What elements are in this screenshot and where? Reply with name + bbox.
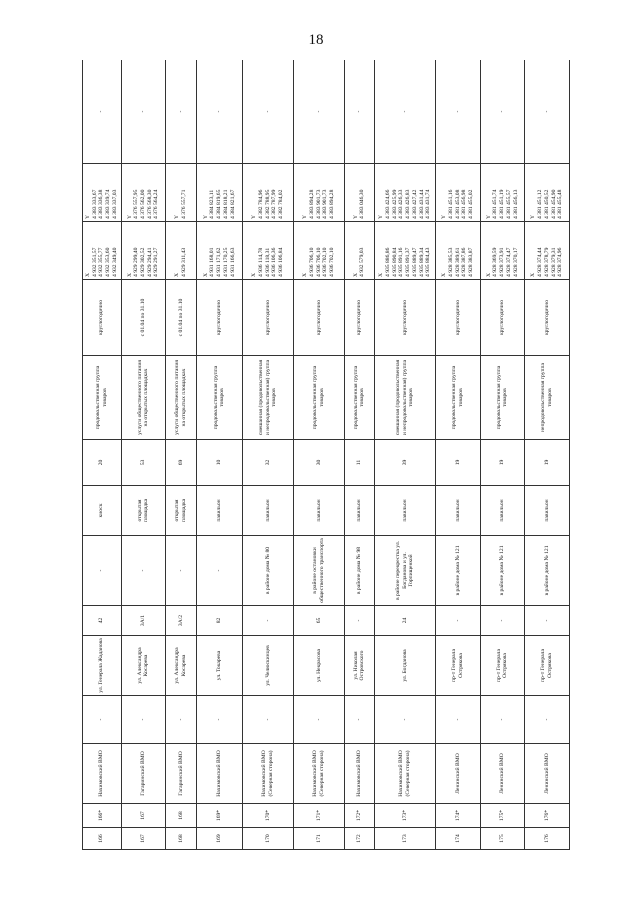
- y-coordinates-cell: [243, 164, 294, 222]
- period-cell: круглогодично: [243, 280, 294, 356]
- x-coordinates-cell: [83, 222, 122, 280]
- y-coordinate: 4 376 568,30: [146, 189, 153, 219]
- y-coordinate: 4 381 453,08: [454, 189, 461, 219]
- object-type-cell: открытая площадка: [166, 486, 196, 536]
- x-coordinate: X: [378, 272, 385, 277]
- landmark-cell: в районе дома № 98: [344, 536, 374, 606]
- y-coordinate: 4 383 894,28: [328, 189, 335, 219]
- object-type-cell: открытая площадка: [121, 486, 166, 536]
- y-coordinates-cell: [344, 164, 374, 222]
- row-index-cell: 175: [480, 828, 525, 850]
- empty-cell: -: [121, 696, 166, 744]
- period-cell: круглогодично: [375, 280, 436, 356]
- rotated-table-container: [82, 60, 570, 850]
- landmark-cell: в районе остановки общественного транспорта: [294, 536, 345, 606]
- y-coordinates-cell: [375, 164, 436, 222]
- x-coordinate: X: [352, 272, 359, 277]
- house-cell: 42: [83, 606, 122, 636]
- table-row: [525, 60, 570, 850]
- last-cell: -: [83, 60, 122, 164]
- x-coordinate: X: [485, 272, 492, 277]
- y-coordinate: 4 381 455,02: [467, 189, 474, 219]
- row-number-cell: 167: [121, 804, 166, 828]
- x-coordinate: 4 936 118,31: [264, 247, 271, 277]
- y-coordinates-cell: [166, 164, 196, 222]
- x-coordinate: 4 932 355,77: [98, 247, 105, 277]
- y-coordinate: Y: [126, 214, 133, 219]
- y-coordinate: Y: [251, 214, 258, 219]
- x-coordinate: 4 936 706,10: [315, 247, 322, 277]
- row-index-cell: 176: [525, 828, 570, 850]
- street-cell: пр-т Генерала Острякова: [525, 636, 570, 696]
- area-cell: 39: [375, 440, 436, 486]
- x-coordinate: X: [85, 272, 92, 277]
- x-coordinate: 4 929 311,43: [180, 247, 187, 277]
- object-type-cell: павильон: [375, 486, 436, 536]
- y-coordinate: 4 382 787,99: [271, 189, 278, 219]
- street-cell: ул. Николая Островского: [344, 636, 374, 696]
- x-coordinate: 4 928 374,47: [505, 247, 512, 277]
- landmark-cell: в районе дома № 121: [480, 536, 525, 606]
- landmark-cell: в районе перекрестка ул. Богданова и ул. Горпищенкой: [375, 536, 436, 606]
- period-cell: с 01.04 по 31.10: [121, 280, 166, 356]
- empty-cell: -: [375, 696, 436, 744]
- x-coordinate: 4 928 389,61: [454, 247, 461, 277]
- landmark-cell: в районе дома № 121: [525, 536, 570, 606]
- y-coordinate: Y: [485, 214, 492, 219]
- empty-cell: -: [196, 696, 243, 744]
- y-coordinate: 4 384 821,67: [229, 189, 236, 219]
- y-coordinate: 4 381 450,52: [543, 189, 550, 219]
- y-coordinate: 4 384 818,21: [222, 189, 229, 219]
- x-coordinate: X: [251, 272, 258, 277]
- y-coordinate: 4 381 451,16: [447, 189, 454, 219]
- period-cell: круглогодично: [525, 280, 570, 356]
- y-coordinate: Y: [378, 214, 385, 219]
- last-cell: -: [243, 60, 294, 164]
- empty-cell: -: [294, 696, 345, 744]
- house-cell: -: [436, 606, 481, 636]
- table-row: [480, 60, 525, 850]
- y-coordinates-cell: [196, 164, 243, 222]
- house-cell: 24: [375, 606, 436, 636]
- x-coordinate: 4 928 374,44: [537, 247, 544, 277]
- area-cell: 19: [480, 440, 525, 486]
- x-coordinate: 4 928 378,79: [543, 247, 550, 277]
- y-coordinate: Y: [302, 214, 309, 219]
- empty-cell: -: [243, 696, 294, 744]
- x-coordinate: 4 928 379,31: [550, 247, 557, 277]
- object-type-cell: павильон: [525, 486, 570, 536]
- street-cell: ул. Богданова: [375, 636, 436, 696]
- x-coordinates-cell: [121, 222, 166, 280]
- x-coordinate: 4 935 886,86: [384, 247, 391, 277]
- last-cell: -: [344, 60, 374, 164]
- object-type-cell: павильон: [480, 486, 525, 536]
- last-cell: -: [166, 60, 196, 164]
- y-coordinate: 4 384 823,11: [209, 189, 216, 219]
- y-coordinate: 4 383 894,28: [308, 189, 315, 219]
- x-coordinate: X: [530, 272, 537, 277]
- object-type-cell: павильон: [436, 486, 481, 536]
- x-coordinate: 4 928 383,87: [467, 247, 474, 277]
- x-coordinates-cell: [480, 222, 525, 280]
- specialization-cell: продовольственная группа товаров: [344, 356, 374, 440]
- district-cell: Нахимовский ВМО (Северная сторона): [294, 744, 345, 804]
- district-cell: Нахимовский ВМО: [344, 744, 374, 804]
- y-coordinates-cell: [436, 164, 481, 222]
- y-coordinate: 4 382 784,96: [258, 189, 265, 219]
- y-coordinate: 4 376 564,24: [153, 189, 160, 219]
- period-cell: круглогодично: [196, 280, 243, 356]
- y-coordinate: Y: [85, 214, 92, 219]
- house-cell: -: [525, 606, 570, 636]
- table-row: [436, 60, 481, 850]
- x-coordinate: 4 928 373,91: [499, 247, 506, 277]
- specialization-cell: продовольственная группа товаров: [196, 356, 243, 440]
- last-cell: -: [436, 60, 481, 164]
- x-coordinate: 4 931 171,62: [216, 247, 223, 277]
- row-number-cell: 173*: [375, 804, 436, 828]
- y-coordinate: 4 383 426,83: [405, 189, 412, 219]
- x-coordinate: 4 931 166,63: [229, 247, 236, 277]
- house-cell: -: [243, 606, 294, 636]
- y-coordinates-cell: [480, 164, 525, 222]
- district-cell: Гагаринский ВМО: [166, 744, 196, 804]
- x-coordinate: 4 935 889,34: [418, 247, 425, 277]
- landmark-cell: -: [196, 536, 243, 606]
- specialization-cell: услуги общественного питания на открытых площадках: [166, 356, 196, 440]
- empty-cell: -: [480, 696, 525, 744]
- period-cell: круглогодично: [294, 280, 345, 356]
- row-number-cell: 174*: [436, 804, 481, 828]
- x-coordinate: 4 931 168,01: [209, 247, 216, 277]
- x-coordinates-cell: [525, 222, 570, 280]
- y-coordinate: 4 383 339,74: [105, 189, 112, 219]
- last-cell: -: [121, 60, 166, 164]
- area-cell: 19: [436, 440, 481, 486]
- page-number: 18: [308, 32, 324, 48]
- empty-cell: -: [83, 696, 122, 744]
- house-cell: 65: [294, 606, 345, 636]
- y-coordinate: 4 381 451,74: [492, 189, 499, 219]
- x-coordinates-cell: [243, 222, 294, 280]
- x-coordinate: 4 932 579,03: [359, 247, 366, 277]
- street-cell: ул. Токарева: [196, 636, 243, 696]
- last-cell: -: [294, 60, 345, 164]
- empty-cell: -: [166, 696, 196, 744]
- table-row: [196, 60, 243, 850]
- row-number-cell: 168: [166, 804, 196, 828]
- object-type-cell: павильон: [294, 486, 345, 536]
- y-coordinate: Y: [202, 214, 209, 219]
- row-index-cell: 166: [83, 828, 122, 850]
- row-index-cell: 169: [196, 828, 243, 850]
- x-coordinate: 4 935 889,47: [411, 247, 418, 277]
- area-cell: 11: [344, 440, 374, 486]
- y-coordinate: 4 383 431,74: [425, 189, 432, 219]
- district-cell: Ленинский ВМО: [480, 744, 525, 804]
- y-coordinate: 4 383 901,73: [322, 189, 329, 219]
- street-cell: ул. Александра Косарева: [121, 636, 166, 696]
- x-coordinate: 4 928 385,53: [447, 247, 454, 277]
- area-cell: 32: [243, 440, 294, 486]
- empty-cell: -: [436, 696, 481, 744]
- table-row: [344, 60, 374, 850]
- specialization-cell: продовольственная группа товаров: [480, 356, 525, 440]
- y-coordinates-cell: [525, 164, 570, 222]
- street-cell: ул. Генерала Жаданова: [83, 636, 122, 696]
- row-number-cell: 176*: [525, 804, 570, 828]
- y-coordinate: 4 382 788,95: [264, 189, 271, 219]
- row-index-cell: 170: [243, 828, 294, 850]
- x-coordinates-cell: [166, 222, 196, 280]
- x-coordinate: X: [126, 272, 133, 277]
- y-coordinate: 4 383 336,38: [98, 189, 105, 219]
- y-coordinate: 4 376 562,00: [140, 189, 147, 219]
- empty-cell: -: [525, 696, 570, 744]
- x-coordinate: 4 936 114,78: [258, 247, 265, 277]
- row-number-cell: 166*: [83, 804, 122, 828]
- y-coordinate: 4 383 424,66: [384, 189, 391, 219]
- landmark-cell: -: [166, 536, 196, 606]
- trade-objects-table: [82, 60, 570, 850]
- y-coordinate: 4 381 455,57: [505, 189, 512, 219]
- row-index-cell: 168: [166, 828, 196, 850]
- object-type-cell: павильон: [243, 486, 294, 536]
- x-coordinates-cell: [436, 222, 481, 280]
- table-body: [83, 60, 570, 850]
- x-coordinate: X: [202, 272, 209, 277]
- rotated-table-wrapper: [82, 60, 570, 850]
- district-cell: Нахимовский ВМО: [196, 744, 243, 804]
- x-coordinate: 4 928 370,17: [512, 247, 519, 277]
- y-coordinate: 4 376 557,71: [180, 189, 187, 219]
- y-coordinate: 4 383 426,33: [398, 189, 405, 219]
- x-coordinate: 4 928 374,96: [557, 247, 564, 277]
- area-cell: 10: [196, 440, 243, 486]
- y-coordinate: 4 384 819,65: [216, 189, 223, 219]
- y-coordinates-cell: [83, 164, 122, 222]
- x-coordinate: 4 935 884,43: [425, 247, 432, 277]
- x-coordinate: 4 936 702,10: [328, 247, 335, 277]
- landmark-cell: в районе дома № 80: [243, 536, 294, 606]
- y-coordinate: 4 381 451,19: [499, 189, 506, 219]
- x-coordinate: 4 932 351,57: [91, 247, 98, 277]
- table-row: [243, 60, 294, 850]
- row-index-cell: 172: [344, 828, 374, 850]
- house-cell: 3А/2: [166, 606, 196, 636]
- area-cell: 19: [525, 440, 570, 486]
- last-cell: -: [480, 60, 525, 164]
- y-coordinate: 4 376 557,95: [133, 189, 140, 219]
- landmark-cell: в районе дома № 121: [436, 536, 481, 606]
- y-coordinate: Y: [530, 214, 537, 219]
- specialization-cell: непродовольственная группа товаров: [525, 356, 570, 440]
- street-cell: ул. Некрасова: [294, 636, 345, 696]
- area-cell: 30: [294, 440, 345, 486]
- street-cell: пр-т Генерала Острякова: [436, 636, 481, 696]
- last-cell: -: [525, 60, 570, 164]
- y-coordinate: 4 383 427,42: [411, 189, 418, 219]
- x-coordinate: 4 936 702,10: [322, 247, 329, 277]
- table-row: [375, 60, 436, 850]
- house-cell: -: [344, 606, 374, 636]
- x-coordinate: 4 935 890,84: [391, 247, 398, 277]
- x-coordinate: 4 936 106,84: [278, 247, 285, 277]
- area-cell: 20: [83, 440, 122, 486]
- x-coordinate: 4 929 299,40: [133, 247, 140, 277]
- house-cell: 3А/1: [121, 606, 166, 636]
- x-coordinate: X: [302, 272, 309, 277]
- table-row: [83, 60, 122, 850]
- y-coordinate: 4 381 454,90: [550, 189, 557, 219]
- x-coordinate: 4 932 349,40: [111, 247, 118, 277]
- x-coordinates-cell: [196, 222, 243, 280]
- row-number-cell: 175*: [480, 804, 525, 828]
- object-type-cell: павильон: [344, 486, 374, 536]
- x-coordinate: 4 929 302,52: [140, 247, 147, 277]
- specialization-cell: услуги общественного питания на открытых площадках: [121, 356, 166, 440]
- object-type-cell: киоск: [83, 486, 122, 536]
- house-cell: -: [480, 606, 525, 636]
- district-cell: Нахимовский ВМО (Северная сторона): [243, 744, 294, 804]
- x-coordinate: 4 929 294,41: [146, 247, 153, 277]
- street-cell: ул. Челюскинцев: [243, 636, 294, 696]
- row-index-cell: 167: [121, 828, 166, 850]
- y-coordinate: 4 383 431,44: [418, 189, 425, 219]
- district-cell: Гагаринский ВМО: [121, 744, 166, 804]
- x-coordinate: 4 936 106,36: [271, 247, 278, 277]
- area-cell: 53: [121, 440, 166, 486]
- y-coordinates-cell: [121, 164, 166, 222]
- x-coordinate: 4 935 891,16: [398, 247, 405, 277]
- x-coordinates-cell: [375, 222, 436, 280]
- period-cell: круглогодично: [436, 280, 481, 356]
- x-coordinate: 4 929 291,27: [153, 247, 160, 277]
- row-number-cell: 171*: [294, 804, 345, 828]
- row-index-cell: 171: [294, 828, 345, 850]
- specialization-cell: продовольственная группа товаров: [294, 356, 345, 440]
- x-coordinates-cell: [294, 222, 345, 280]
- table-row: [294, 60, 345, 850]
- last-cell: -: [196, 60, 243, 164]
- specialization-cell: смешанная (продовольственная и непродовольственная) группа товаров: [243, 356, 294, 440]
- period-cell: круглогодично: [480, 280, 525, 356]
- y-coordinate: 4 383 425,99: [391, 189, 398, 219]
- x-coordinate: X: [174, 272, 181, 277]
- y-coordinate: 4 382 784,02: [278, 189, 285, 219]
- y-coordinate: 4 381 451,12: [537, 189, 544, 219]
- row-index-cell: 173: [375, 828, 436, 850]
- y-coordinate: 4 383 901,73: [315, 189, 322, 219]
- specialization-cell: продовольственная группа товаров: [436, 356, 481, 440]
- empty-cell: -: [344, 696, 374, 744]
- y-coordinate: 4 381 456,98: [461, 189, 468, 219]
- x-coordinate: 4 936 706,10: [308, 247, 315, 277]
- x-coordinate: 4 931 170,25: [222, 247, 229, 277]
- row-index-cell: 174: [436, 828, 481, 850]
- period-cell: круглогодично: [83, 280, 122, 356]
- y-coordinate: 4 383 333,67: [91, 189, 98, 219]
- row-number-cell: 170*: [243, 804, 294, 828]
- period-cell: круглогодично: [344, 280, 374, 356]
- specialization-cell: смешанная (продовольственная и непродовольственная) группа товаров: [375, 356, 436, 440]
- table-row: [121, 60, 166, 850]
- period-cell: с 01.04 по 31.10: [166, 280, 196, 356]
- y-coordinate: 4 381 455,48: [557, 189, 564, 219]
- object-type-cell: павильон: [196, 486, 243, 536]
- y-coordinates-cell: [294, 164, 345, 222]
- street-cell: ул. Александра Косарева: [166, 636, 196, 696]
- specialization-cell: продовольственная группа товаров: [83, 356, 122, 440]
- y-coordinate: Y: [352, 214, 359, 219]
- district-cell: Нахимовский ВМО (Северная сторона): [375, 744, 436, 804]
- landmark-cell: -: [121, 536, 166, 606]
- street-cell: пр-т Генерала Острякова: [480, 636, 525, 696]
- x-coordinate: X: [441, 272, 448, 277]
- y-coordinate: Y: [174, 214, 181, 219]
- x-coordinate: 4 928 369,59: [492, 247, 499, 277]
- x-coordinates-cell: [344, 222, 374, 280]
- row-number-cell: 169*: [196, 804, 243, 828]
- house-cell: 82: [196, 606, 243, 636]
- y-coordinate: Y: [441, 214, 448, 219]
- last-cell: -: [375, 60, 436, 164]
- x-coordinate: 4 928 387,86: [461, 247, 468, 277]
- district-cell: Ленинский ВМО: [525, 744, 570, 804]
- table-row: [166, 60, 196, 850]
- district-cell: Ленинский ВМО: [436, 744, 481, 804]
- y-coordinate: 4 383 046,30: [359, 189, 366, 219]
- area-cell: 69: [166, 440, 196, 486]
- x-coordinate: 4 932 353,60: [105, 247, 112, 277]
- landmark-cell: -: [83, 536, 122, 606]
- y-coordinate: 4 383 337,03: [111, 189, 118, 219]
- district-cell: Нахимовский ВМО: [83, 744, 122, 804]
- x-coordinate: 4 935 891,37: [405, 247, 412, 277]
- row-number-cell: 172*: [344, 804, 374, 828]
- y-coordinate: 4 381 456,13: [512, 189, 519, 219]
